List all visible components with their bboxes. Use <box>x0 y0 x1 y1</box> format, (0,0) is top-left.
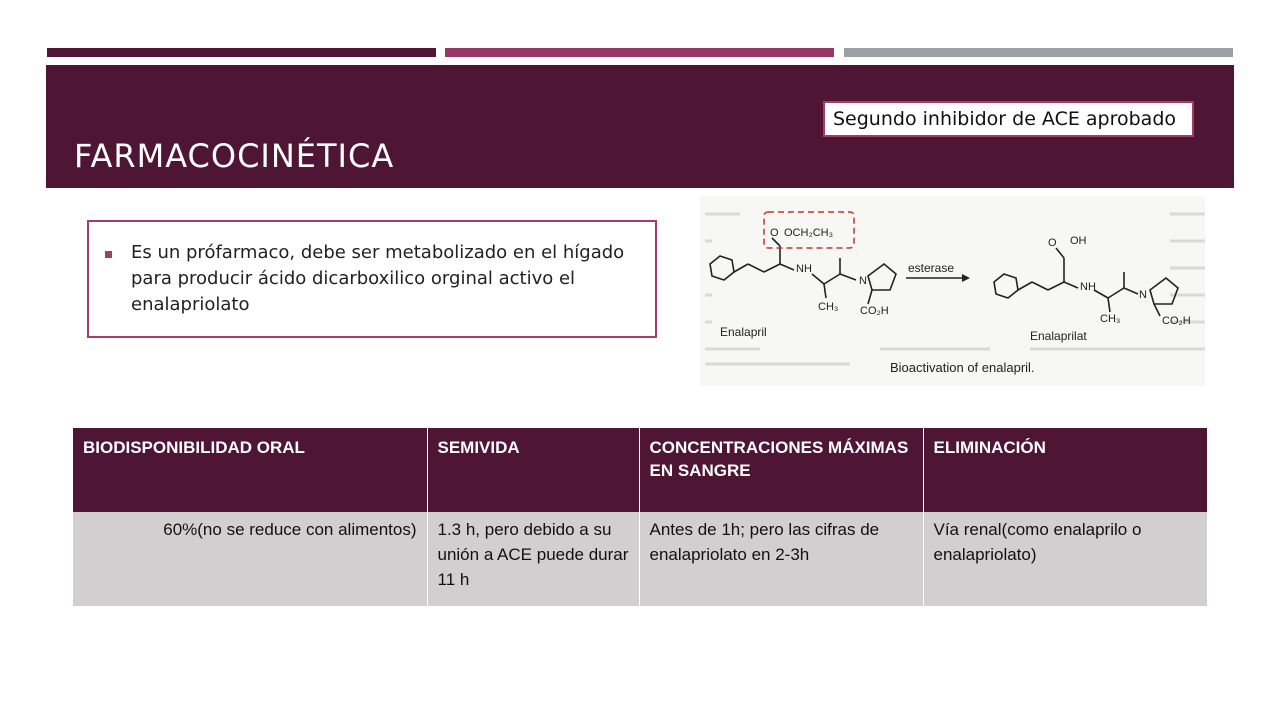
enalaprilat-label: Enalaprilat <box>1030 329 1087 343</box>
right-carbonyl-o: O <box>1048 237 1057 249</box>
slide-title: FARMACOCINÉTICA <box>74 137 395 175</box>
header-elimination: ELIMINACIÓN <box>923 428 1207 512</box>
scheme-caption: Bioactivation of enalapril. <box>890 360 1035 375</box>
cell-peak-concentration: Antes de 1h; pero las cifras de enalapriolato en 2-3h <box>639 512 923 606</box>
right-nh-label: NH <box>1080 281 1096 293</box>
square-bullet-icon <box>105 251 112 258</box>
accent-bar-grey <box>844 48 1233 57</box>
pharmacokinetics-table <box>73 428 1208 606</box>
enalapril-label: Enalapril <box>720 325 767 339</box>
accent-bar-mid <box>445 48 834 57</box>
header-half-life: SEMIVIDA <box>427 428 639 512</box>
cell-half-life: 1.3 h, pero debido a su unión a ACE puede durar 11 h <box>427 512 639 606</box>
left-nh-label: NH <box>796 263 812 275</box>
callout-box: Segundo inhibidor de ACE aprobado <box>823 101 1194 137</box>
cell-elimination: Vía renal(como enalaprilo o enalapriolato) <box>923 512 1207 606</box>
cell-oral-bioavailability: 60%(no se reduce con alimentos) <box>73 512 427 606</box>
table-row <box>73 512 1207 606</box>
left-co2h-label: CO₂H <box>860 305 889 317</box>
header-peak-concentration: CONCENTRACIONES MÁXIMAS EN SANGRE <box>639 428 923 512</box>
arrow-head-icon <box>962 274 970 282</box>
left-n-label: N <box>859 275 867 287</box>
table-header-row <box>73 428 1207 512</box>
right-ch3-label: CH₃ <box>1100 313 1121 325</box>
left-ch3-label: CH₃ <box>818 301 839 313</box>
ester-group-label: OCH₂CH₃ <box>784 227 834 239</box>
header-oral-bioavailability: BIODISPONIBILIDAD ORAL <box>73 428 427 512</box>
right-n-label: N <box>1139 289 1147 301</box>
esterase-label: esterase <box>908 261 955 275</box>
accent-bar-dark <box>47 48 436 57</box>
bioactivation-scheme <box>700 196 1205 386</box>
right-co2h-label: CO₂H <box>1162 315 1191 327</box>
bullet-box <box>87 220 657 338</box>
ester-carbonyl-o: O <box>770 227 779 239</box>
acid-oh-label: OH <box>1070 235 1087 247</box>
reaction-diagram <box>700 196 1205 386</box>
bullet-text: Es un prófarmaco, debe ser metabolizado en el hígado para producir ácido dicarboxilico orginal activo el enalapriolato <box>131 242 625 315</box>
